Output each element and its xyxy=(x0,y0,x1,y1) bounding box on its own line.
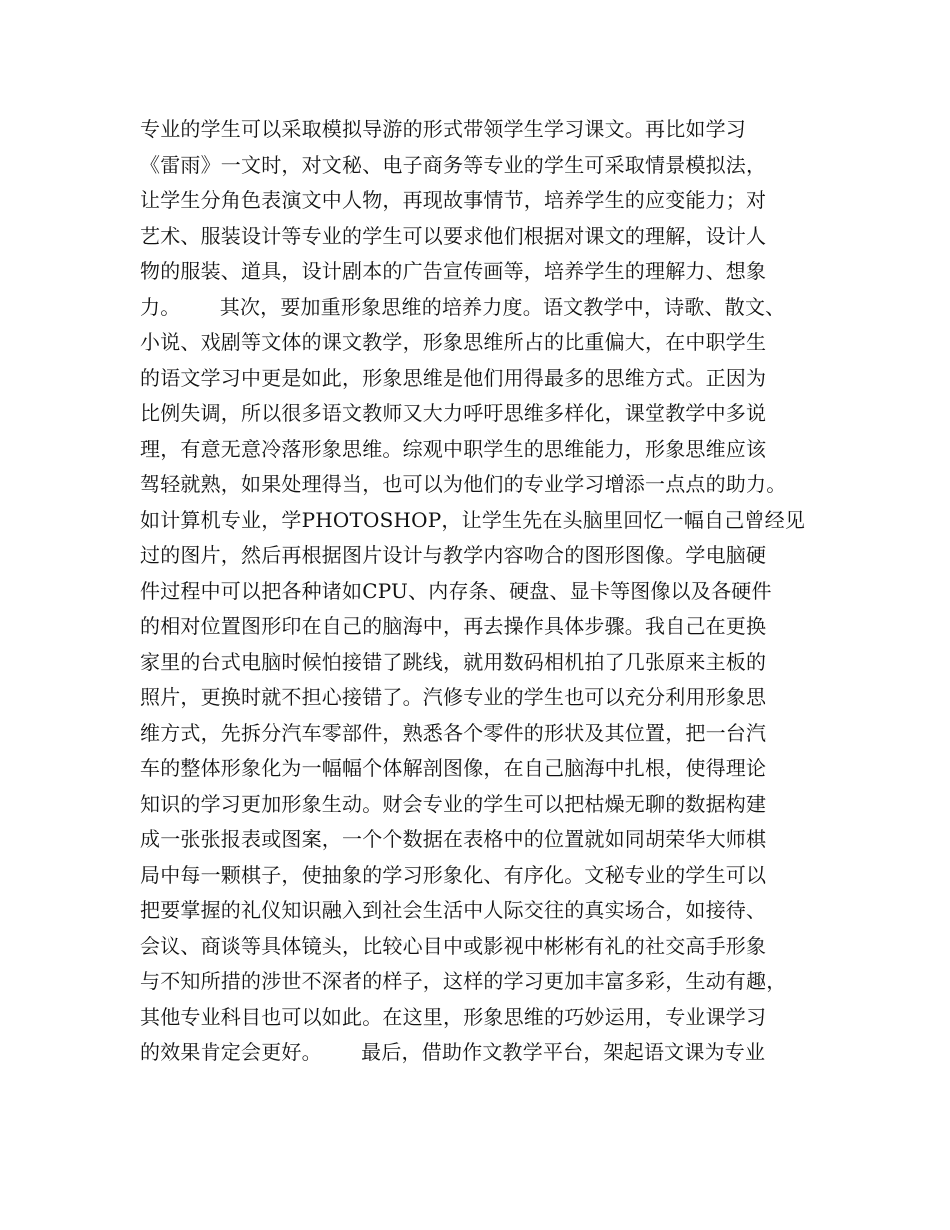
text-line: 知识的学习更加形象生动。财会专业的学生可以把枯燥无聊的数据构建 xyxy=(140,791,767,816)
text-line: 驾轻就熟，如果处理得当，也可以为他们的专业学习增添一点点的助力。 xyxy=(140,472,787,496)
text-line: 艺术、服装设计等专业的学生可以要求他们根据对课文的理解，设计人 xyxy=(140,223,767,248)
text-line: 件过程中可以把各种诸如CPU、内存条、硬盘、显卡等图像以及各硬件 xyxy=(140,578,772,603)
text-line: 《雷雨》一文时，对文秘、电子商务等专业的学生可采取情景模拟法， xyxy=(140,152,767,177)
text-line: 局中每一颗棋子，使抽象的学习形象化、有序化。文秘专业的学生可以 xyxy=(140,862,767,887)
text-line: 让学生分角色表演文中人物，再现故事情节，培养学生的应变能力；对 xyxy=(140,188,767,212)
text-line: 维方式，先拆分汽车零部件，熟悉各个零件的形状及其位置，把一台汽 xyxy=(140,720,767,745)
body-text xyxy=(140,112,840,1071)
text-line: 专业的学生可以采取模拟导游的形式带领学生学习课文。再比如学习 xyxy=(140,117,746,141)
text-line: 小说、戏剧等文体的课文教学，形象思维所占的比重偏大，在中职学生 xyxy=(140,330,767,354)
text-line: 车的整体形象化为一幅幅个体解剖图像，在自己脑海中扎根，使得理论 xyxy=(140,756,767,780)
text-line: 的效果肯定会更好。 最后，借助作文教学平台，架起语文课为专业 xyxy=(140,1040,766,1064)
text-line: 家里的台式电脑时候怕接错了跳线，就用数码相机拍了几张原来主板的 xyxy=(140,649,767,674)
text-line: 其他专业科目也可以如此。在这里，形象思维的巧妙运用，专业课学习 xyxy=(140,1004,767,1029)
text-line: 如计算机专业，学PHOTOSHOP，让学生先在头脑里回忆一幅自己曾经见 xyxy=(140,507,806,532)
text-line: 力。 其次，要加重形象思维的培养力度。语文教学中，诗歌、散文、 xyxy=(140,294,786,319)
text-line: 理，有意无意冷落形象思维。综观中职学生的思维能力，形象思维应该 xyxy=(140,436,767,461)
text-line: 成一张张报表或图案，一个个数据在表格中的位置就如同胡荣华大师棋 xyxy=(140,827,767,851)
text-line: 会议、商谈等具体镜头，比较心目中或影视中彬彬有礼的社交高手形象 xyxy=(140,933,767,958)
text-line: 的相对位置图形印在自己的脑海中，再去操作具体步骤。我自己在更换 xyxy=(140,614,767,638)
text-line: 比例失调，所以很多语文教师又大力呼吁思维多样化，课堂教学中多说 xyxy=(140,401,767,425)
text-line: 物的服装、道具，设计剧本的广告宣传画等，培养学生的理解力、想象 xyxy=(140,259,767,283)
text-line: 过的图片，然后再根据图片设计与教学内容吻合的图形图像。学电脑硬 xyxy=(140,543,767,567)
text-line: 与不知所措的涉世不深者的样子，这样的学习更加丰富多彩，生动有趣， xyxy=(140,969,787,993)
text-line: 把要掌握的礼仪知识融入到社会生活中人际交往的真实场合，如接待、 xyxy=(140,898,767,922)
text-line: 的语文学习中更是如此，形象思维是他们用得最多的思维方式。正因为 xyxy=(140,365,767,390)
text-line: 照片，更换时就不担心接错了。汽修专业的学生也可以充分利用形象思 xyxy=(140,685,767,709)
